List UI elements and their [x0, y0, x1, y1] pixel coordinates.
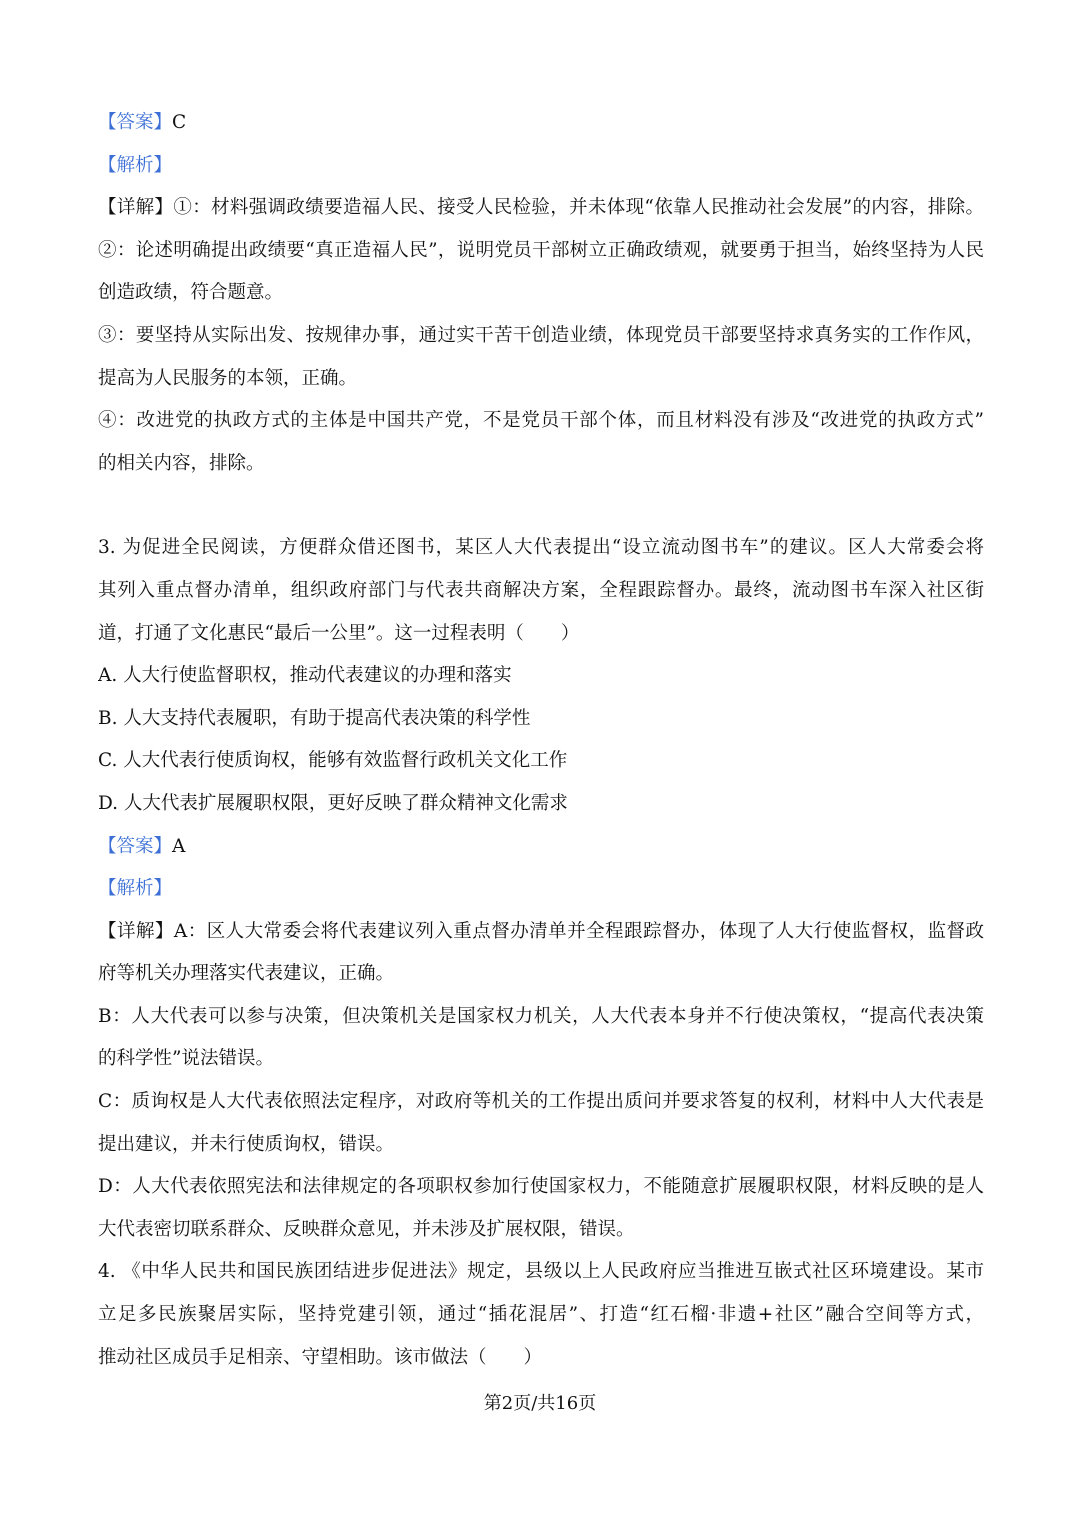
section-gap — [98, 485, 984, 527]
detail-label: 【详解】 — [98, 197, 174, 219]
q2-detail-line: 的相关内容，排除。 — [98, 452, 265, 474]
q3-detail-line: 大代表密切联系群众、反映群众意见，并未涉及扩展权限，错误。 — [98, 1218, 635, 1240]
q2-detail-line: 提高为人民服务的本领，正确。 — [98, 367, 358, 389]
answer-label: 【答案】 — [98, 112, 173, 133]
answer-value: A — [172, 835, 186, 857]
q2-detail-line: ④：改进党的执政方式的主体是中国共产党，不是党员干部个体，而且材料没有涉及“改进党的执政方式” — [98, 410, 984, 432]
q4-stem-line: 4. 《中华人民共和国民族团结进步促进法》规定，县级以上人民政府应当推进互嵌式社区环境建设。某市 — [98, 1261, 984, 1283]
q3-stem-line: 其列入重点督办清单，组织政府部门与代表共商解决方案，全程跟踪督办。最终，流动图书车深入社区街 — [98, 579, 984, 601]
q3-detail-line — [98, 911, 984, 954]
q2-detail-line — [98, 187, 984, 230]
q3-option-a: A. 人大行使监督职权，推动代表建议的办理和落实 — [98, 665, 512, 687]
q4-stem-line: 立足多民族聚居实际，坚持党建引领，通过“插花混居”、打造“红石榴·非遗+社区”融合空间等方式， — [98, 1304, 984, 1326]
q3-detail-line: B：人大代表可以参与决策，但决策机关是国家权力机关，人大代表本身并不行使决策权，“提高代表决策 — [98, 1005, 984, 1027]
q2-answer-line — [98, 102, 984, 145]
q3-option-c: C. 人大代表行使质询权，能够有效监督行政机关文化工作 — [98, 750, 568, 772]
q3-detail-line: 府等机关办理落实代表建议，正确。 — [98, 963, 395, 985]
answer-value: C — [172, 112, 187, 133]
q4-stem-line: 推动社区成员手足相亲、守望相助。该市做法（ ） — [98, 1346, 543, 1368]
page-footer: 第2页/共16页 — [483, 1393, 597, 1414]
q2-detail-line: ②：论述明确提出政绩要“真正造福人民”，说明党员干部树立正确政绩观，就要勇于担当，始终坚持为人民 — [98, 239, 984, 261]
q3-analysis-line — [98, 868, 984, 911]
answer-label: 【答案】 — [98, 835, 173, 857]
q2-detail-line: ③：要坚持从实际出发、按规律办事，通过实干苦干创造业绩，体现党员干部要坚持求真务实的工作作风， — [98, 324, 984, 346]
detail-text: ①：材料强调政绩要造福人民、接受人民检验，并未体现“依靠人民推动社会发展”的内容，排除。 — [173, 197, 984, 219]
detail-label: 【详解】 — [98, 920, 174, 942]
q3-stem-line: 道，打通了文化惠民“最后一公里”。这一过程表明（ ） — [98, 622, 580, 644]
detail-text: A：区人大常委会将代表建议列入重点督办清单并全程跟踪督办，体现了人大行使监督权，监督政 — [173, 920, 984, 942]
q3-detail-line: D：人大代表依照宪法和法律规定的各项职权参加行使国家权力，不能随意扩展履职权限，材料反映的是人 — [98, 1176, 984, 1198]
q3-stem-line: 3. 为促进全民阅读，方便群众借还图书，某区人大代表提出“设立流动图书车”的建议。区人大常委会将 — [98, 537, 984, 559]
q3-option-d: D. 人大代表扩展履职权限，更好反映了群众精神文化需求 — [98, 792, 568, 814]
q2-detail-line: 创造政绩，符合题意。 — [98, 282, 284, 304]
q3-option-b: B. 人大支持代表履职，有助于提高代表决策的科学性 — [98, 707, 531, 729]
q3-detail-line: C：质询权是人大代表依照法定程序，对政府等机关的工作提出质问并要求答复的权利，材料中人大代表是 — [98, 1091, 984, 1113]
q3-answer-line — [98, 826, 984, 869]
analysis-label: 【解析】 — [98, 154, 173, 176]
q3-detail-line: 提出建议，并未行使质询权，错误。 — [98, 1133, 395, 1155]
page-content — [98, 102, 984, 1379]
analysis-label: 【解析】 — [98, 878, 173, 900]
q3-detail-line: 的科学性”说法错误。 — [98, 1048, 274, 1070]
q2-analysis-line — [98, 145, 984, 188]
